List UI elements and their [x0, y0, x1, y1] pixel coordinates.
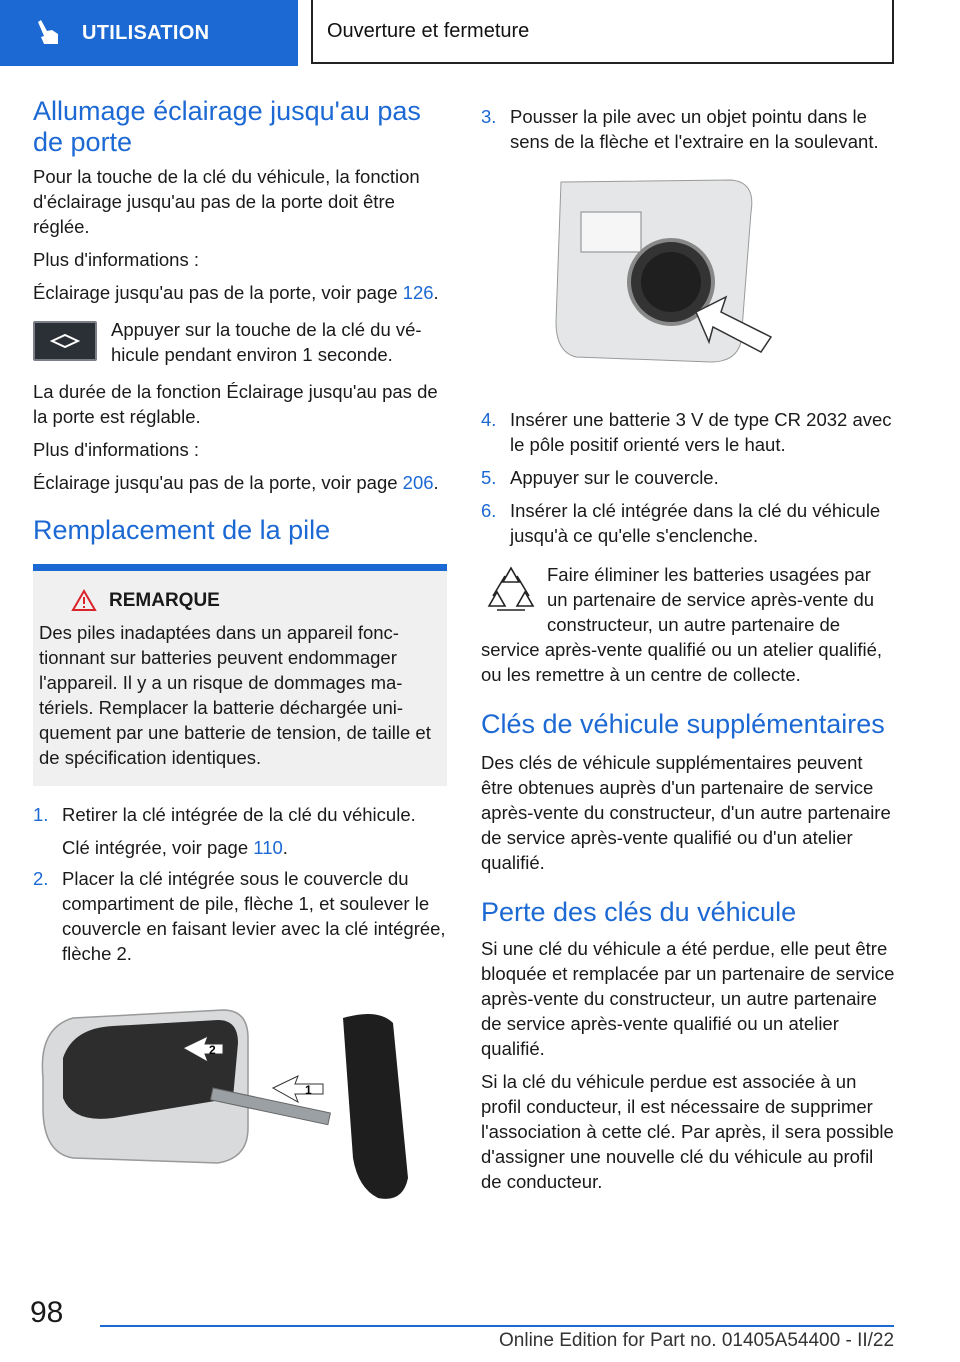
button-instruction — [33, 317, 447, 367]
more-info-label: Plus d'informations : — [33, 439, 199, 460]
footer-rule — [100, 1325, 894, 1327]
page-link[interactable]: 206 — [402, 472, 434, 493]
button-instruction-text: Appuyer sur la touche de la clé du véhicule pendant environ 1 seconde. — [111, 319, 422, 365]
step-list — [481, 407, 895, 548]
step-item: 5. Appuyer sur le couvercle. — [481, 467, 719, 488]
section-header — [311, 0, 894, 64]
left-column — [33, 96, 447, 1213]
step-list — [481, 104, 895, 154]
key-button-symbol — [33, 321, 97, 361]
diamond-button-icon — [50, 334, 80, 348]
paragraph: Pour la touche de la clé du véhicule, la fonction d'éclairage jusqu'au pas de la porte doit être réglée. — [33, 166, 420, 237]
more-info-label: Plus d'informations : — [33, 249, 199, 270]
arrow-label-2: 2 — [209, 1043, 216, 1057]
battery-compartment-illustration — [481, 172, 895, 382]
reference-text: Éclairage jusqu'au pas de la porte, voir page — [33, 282, 403, 303]
chapter-label: UTILISATION — [82, 21, 210, 44]
page-number: 98 — [30, 1296, 64, 1329]
paragraph: Si une clé du véhicule a été perdue, elle peut être bloquée et remplacée par un partenaire de service après-vente du constructeur, un autre partenaire de service après-vente qualifié ou un atelier qualifié. — [481, 938, 895, 1059]
step-reference: Clé intégrée, voir page 110. — [62, 837, 288, 858]
heading-threshold-lighting: Allumage éclairage jusqu'au pas de porte — [33, 96, 421, 157]
step-item: 6. Insérer la clé intégrée dans la clé du véhicule jusqu'à ce qu'elle s'enclenche. — [481, 500, 881, 546]
heading-battery-replacement: Remplacement de la pile — [33, 515, 331, 545]
paragraph: Si la clé du véhicule perdue est associée à un profil conducteur, il est nécessaire de supprimer l'association à cette clé. Par après, il sera possible d'assigner une nouvelle clé du véhicule au profil de conducteur. — [481, 1071, 894, 1192]
reference-text: Éclairage jusqu'au pas de la porte, voir page — [33, 472, 403, 493]
step-item: 4. Insérer une batterie 3 V de type CR 2032 avec le pôle positif orienté vers le haut. — [481, 409, 892, 455]
recycling-note: Faire éliminer les batteries usagées par un partenaire de service après-vente du constructeur, un autre partenaire de service après-vente qualifié ou un atelier qualifié, ou les remettre à un centre de collecte. — [481, 564, 883, 685]
section-rule — [33, 564, 447, 571]
hand-pointer-icon — [30, 16, 64, 50]
step-item: 2. Placer la clé intégrée sous le couvercle du compartiment de pile, flèche 1, et soulever le couvercle en faisant levier avec la clé intégrée, flèche 2. — [33, 868, 446, 964]
step-item: 3. Pousser la pile avec un objet pointu dans le sens de la flèche et l'extraire en la soulevant. — [481, 106, 879, 152]
notice-box — [33, 571, 447, 786]
cross-reference: Éclairage jusqu'au pas de la porte, voir page 206. — [33, 472, 439, 493]
paragraph: Des clés de véhicule supplémentaires peuvent être obtenues auprès d'un partenaire de service après-vente du constructeur, d'un autre partenaire de service après-vente qualifié ou d'un atelier qualifié. — [481, 752, 891, 873]
edition-text: Online Edition for Part no. 01405A54400 - II/22 — [499, 1330, 895, 1351]
cross-reference: Éclairage jusqu'au pas de la porte, voir page 126. — [33, 282, 439, 303]
recycling-icon — [481, 562, 541, 618]
page-link[interactable]: 126 — [402, 282, 434, 303]
heading-lost-keys: Perte des clés du véhicule — [481, 897, 797, 927]
notice-text: Des piles inadaptées dans un appareil fonctionnant sur batteries peuvent endommager l'appareil. Il y a un risque de dommages matériels. Remplacer la batterie déchargée uniquement par une batterie de tension, de taille et de spécification identiques. — [39, 622, 431, 768]
arrow-label-1: 1 — [305, 1083, 312, 1097]
right-column — [481, 104, 895, 1194]
key-fob-illustration — [33, 988, 447, 1208]
step-item: 1. Retirer la clé intégrée de la clé du véhicule. Clé intégrée, voir page 110. — [33, 804, 416, 858]
paragraph: La durée de la fonction Éclairage jusqu'au pas de la porte est réglable. — [33, 381, 438, 427]
section-title: Ouverture et fermeture — [327, 19, 530, 42]
chapter-tab — [0, 0, 298, 66]
step-list — [33, 802, 447, 966]
notice-title: REMARQUE — [39, 589, 435, 612]
warning-triangle-icon — [71, 589, 97, 612]
page-link[interactable]: 110 — [253, 837, 283, 858]
heading-additional-keys: Clés de véhicule supplémentaires — [481, 709, 885, 739]
